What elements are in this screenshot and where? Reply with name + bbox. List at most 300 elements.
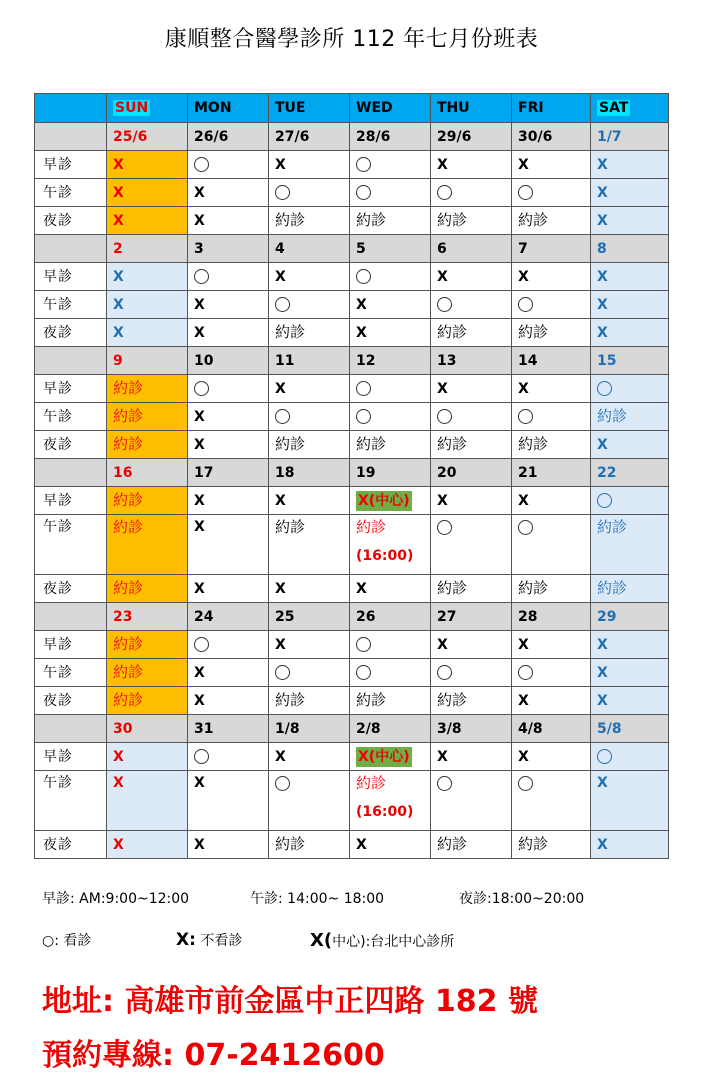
open-circle-icon xyxy=(356,637,371,652)
closed-mark: X xyxy=(194,492,205,509)
schedule-cell xyxy=(591,515,669,575)
schedule-cell xyxy=(591,771,669,831)
appointment-label: 約診 xyxy=(275,323,306,341)
schedule-cell xyxy=(350,659,431,687)
weekday-header xyxy=(431,94,512,123)
appointment-label: 約診 xyxy=(113,491,144,509)
schedule-cell xyxy=(188,291,269,319)
weekday-header xyxy=(591,94,669,123)
date-cell: 27 xyxy=(431,603,512,631)
closed-mark: X xyxy=(518,268,529,285)
date-cell: 2 xyxy=(107,235,188,263)
appointment-label: 約診 xyxy=(275,518,306,536)
date-cell: 13 xyxy=(431,347,512,375)
slot-row xyxy=(35,319,669,347)
schedule-cell xyxy=(107,659,188,687)
slot-row xyxy=(35,487,669,515)
closed-mark: X xyxy=(597,775,608,791)
schedule-cell xyxy=(107,403,188,431)
date-cell: 9 xyxy=(107,347,188,375)
date-cell: 29/6 xyxy=(431,123,512,151)
closed-mark: X xyxy=(194,664,205,681)
schedule-cell xyxy=(188,207,269,235)
appointment-label: 約診 xyxy=(356,691,387,709)
closed-mark: X xyxy=(194,436,205,453)
schedule-cell xyxy=(269,263,350,291)
closed-mark: X xyxy=(113,212,124,229)
appointment-label: 約診 xyxy=(518,579,549,597)
date-row-blank xyxy=(35,715,107,743)
slot-row xyxy=(35,431,669,459)
date-cell: 2/8 xyxy=(350,715,431,743)
schedule-cell xyxy=(107,687,188,715)
appointment-label: 約診 xyxy=(113,579,144,597)
closed-mark: X xyxy=(597,692,608,709)
date-cell: 18 xyxy=(269,459,350,487)
schedule-cell xyxy=(107,263,188,291)
closed-mark: X xyxy=(356,324,367,341)
open-circle-icon xyxy=(437,297,452,312)
schedule-cell xyxy=(269,319,350,347)
schedule-cell xyxy=(269,207,350,235)
date-row xyxy=(35,715,669,743)
schedule-cell xyxy=(350,319,431,347)
closed-mark: X xyxy=(597,212,608,229)
slot-label: 午診 xyxy=(35,291,107,319)
appointment-label: 約診 xyxy=(437,835,468,853)
closed-mark: X xyxy=(113,184,124,201)
appointment-label: 約診 xyxy=(518,435,549,453)
date-cell: 5 xyxy=(350,235,431,263)
closed-mark: X xyxy=(437,156,448,173)
date-row-blank xyxy=(35,459,107,487)
schedule-cell xyxy=(188,771,269,831)
closed-mark: X xyxy=(597,436,608,453)
date-cell: 24 xyxy=(188,603,269,631)
date-cell: 4/8 xyxy=(512,715,591,743)
date-cell: 8 xyxy=(591,235,669,263)
schedule-cell xyxy=(269,687,350,715)
closed-mark: X xyxy=(437,268,448,285)
schedule-cell xyxy=(269,375,350,403)
schedule-cell xyxy=(269,151,350,179)
appointment-label: 約診 xyxy=(356,518,387,536)
slot-label: 早診 xyxy=(35,743,107,771)
schedule-cell xyxy=(431,631,512,659)
schedule-cell xyxy=(188,431,269,459)
closed-mark: X xyxy=(518,692,529,709)
appointment-label: 約診 xyxy=(113,435,144,453)
center-clinic-label: X(中心) xyxy=(358,492,410,509)
schedule-cell xyxy=(107,291,188,319)
closed-mark: X xyxy=(597,636,608,653)
closed-mark: X xyxy=(518,492,529,509)
open-circle-icon xyxy=(437,665,452,680)
legend-x xyxy=(176,930,242,950)
open-circle-icon xyxy=(437,776,452,791)
slot-row xyxy=(35,291,669,319)
schedule-cell xyxy=(188,659,269,687)
appointment-label: 約診 xyxy=(356,435,387,453)
date-cell: 27/6 xyxy=(269,123,350,151)
closed-mark: X xyxy=(597,836,608,853)
slot-label: 午診 xyxy=(35,179,107,207)
morning-hours: 早診: AM:9:00~12:00 xyxy=(42,891,190,907)
weekday-label: MON xyxy=(194,100,232,116)
schedule-cell xyxy=(350,631,431,659)
schedule-cell xyxy=(107,179,188,207)
date-row-blank xyxy=(35,347,107,375)
schedule-cell xyxy=(269,431,350,459)
open-circle-icon xyxy=(275,185,290,200)
schedule-cell xyxy=(188,151,269,179)
date-row xyxy=(35,235,669,263)
slot-label: 夜診 xyxy=(35,431,107,459)
schedule-cell xyxy=(512,575,591,603)
date-cell: 26/6 xyxy=(188,123,269,151)
schedule-cell xyxy=(107,575,188,603)
schedule-cell xyxy=(431,659,512,687)
slot-label: 夜診 xyxy=(35,575,107,603)
schedule-cell xyxy=(107,319,188,347)
schedule-cell xyxy=(188,515,269,575)
schedule-cell xyxy=(512,403,591,431)
appointment-label: 約診 xyxy=(113,663,144,681)
closed-mark: X xyxy=(597,324,608,341)
closed-mark: X xyxy=(275,748,286,765)
date-cell: 14 xyxy=(512,347,591,375)
schedule-cell xyxy=(188,631,269,659)
closed-mark: X xyxy=(597,156,608,173)
schedule-cell xyxy=(512,431,591,459)
closed-mark: X xyxy=(597,664,608,681)
date-cell: 29 xyxy=(591,603,669,631)
appointment-label: 約診 xyxy=(437,579,468,597)
schedule-cell xyxy=(431,771,512,831)
date-cell: 25 xyxy=(269,603,350,631)
closed-mark: X xyxy=(113,324,124,341)
date-cell: 1/8 xyxy=(269,715,350,743)
date-cell: 7 xyxy=(512,235,591,263)
schedule-cell xyxy=(350,207,431,235)
schedule-cell xyxy=(591,831,669,859)
legend-center-text: 中心):台北中心診所 xyxy=(332,934,455,950)
appointment-label: 約診 xyxy=(356,774,387,792)
schedule-cell xyxy=(591,319,669,347)
schedule-cell xyxy=(350,487,431,515)
schedule-cell xyxy=(591,687,669,715)
slot-row xyxy=(35,831,669,859)
schedule-cell xyxy=(512,151,591,179)
schedule-cell xyxy=(591,743,669,771)
slot-label: 午診 xyxy=(35,515,107,575)
schedule-cell xyxy=(107,631,188,659)
date-cell: 26 xyxy=(350,603,431,631)
open-circle-icon xyxy=(356,381,371,396)
weekday-label: SAT xyxy=(599,100,629,116)
closed-mark: X xyxy=(356,836,367,853)
schedule-cell xyxy=(107,151,188,179)
schedule-cell xyxy=(591,403,669,431)
slot-label: 夜診 xyxy=(35,831,107,859)
date-cell: 17 xyxy=(188,459,269,487)
weekday-header xyxy=(269,94,350,123)
appointment-label: 約診 xyxy=(113,518,144,536)
appointment-time: (16:00) xyxy=(356,804,414,820)
appointment-label: 約診 xyxy=(113,379,144,397)
schedule-cell xyxy=(350,575,431,603)
schedule-cell xyxy=(431,403,512,431)
slot-label: 夜診 xyxy=(35,207,107,235)
open-circle-icon xyxy=(518,665,533,680)
date-cell: 5/8 xyxy=(591,715,669,743)
open-circle-icon xyxy=(275,665,290,680)
closed-mark: X xyxy=(275,636,286,653)
date-cell: 19 xyxy=(350,459,431,487)
appointment-label: 約診 xyxy=(275,435,306,453)
slot-label: 夜診 xyxy=(35,319,107,347)
date-cell: 31 xyxy=(188,715,269,743)
closed-mark: X xyxy=(518,156,529,173)
date-cell: 16 xyxy=(107,459,188,487)
open-circle-icon xyxy=(437,409,452,424)
open-circle-icon xyxy=(518,520,533,535)
schedule-cell xyxy=(350,179,431,207)
date-row-blank xyxy=(35,123,107,151)
closed-mark: X xyxy=(194,296,205,313)
appointment-label: 約診 xyxy=(275,835,306,853)
date-row-blank xyxy=(35,235,107,263)
schedule-cell xyxy=(431,515,512,575)
slot-row xyxy=(35,743,669,771)
slot-row xyxy=(35,375,669,403)
schedule-cell xyxy=(188,263,269,291)
open-circle-icon xyxy=(275,297,290,312)
date-cell: 10 xyxy=(188,347,269,375)
schedule-cell xyxy=(512,207,591,235)
open-circle-icon xyxy=(275,409,290,424)
schedule-cell xyxy=(431,207,512,235)
closed-mark: X xyxy=(113,268,124,285)
schedule-cell xyxy=(591,291,669,319)
date-cell: 4 xyxy=(269,235,350,263)
slot-label: 早診 xyxy=(35,631,107,659)
closed-mark: X xyxy=(194,519,205,535)
open-circle-icon xyxy=(597,381,612,396)
schedule-cell xyxy=(350,771,431,831)
closed-mark: X xyxy=(194,692,205,709)
schedule-cell xyxy=(350,831,431,859)
schedule-cell xyxy=(431,291,512,319)
open-circle-icon xyxy=(597,493,612,508)
schedule-cell xyxy=(188,179,269,207)
date-cell: 23 xyxy=(107,603,188,631)
slot-row xyxy=(35,403,669,431)
weekday-header xyxy=(350,94,431,123)
schedule-cell xyxy=(107,431,188,459)
appointment-label: 約診 xyxy=(518,323,549,341)
open-circle-icon xyxy=(518,297,533,312)
weekday-header xyxy=(107,94,188,123)
schedule-cell xyxy=(591,375,669,403)
weekday-label: FRI xyxy=(518,100,544,116)
schedule-cell xyxy=(269,631,350,659)
schedule-cell xyxy=(269,515,350,575)
open-circle-icon xyxy=(356,665,371,680)
slot-label: 午診 xyxy=(35,659,107,687)
legend-center-symbol: X( xyxy=(310,930,333,951)
schedule-cell xyxy=(512,291,591,319)
appointment-label: 約診 xyxy=(113,691,144,709)
open-circle-icon xyxy=(518,409,533,424)
slot-label: 午診 xyxy=(35,403,107,431)
schedule-cell xyxy=(591,487,669,515)
closed-mark: X xyxy=(113,836,124,853)
appointment-time: (16:00) xyxy=(356,548,414,564)
date-cell: 6 xyxy=(431,235,512,263)
schedule-cell xyxy=(431,743,512,771)
appointment-label: 約診 xyxy=(597,407,628,425)
closed-mark: X xyxy=(275,492,286,509)
closed-mark: X xyxy=(597,268,608,285)
address: 地址: 高雄市前金區中正四路 182 號 xyxy=(42,984,538,1019)
slot-label: 夜診 xyxy=(35,687,107,715)
appointment-label: 約診 xyxy=(275,691,306,709)
closed-mark: X xyxy=(113,156,124,173)
schedule-cell xyxy=(350,291,431,319)
schedule-cell xyxy=(188,687,269,715)
closed-mark: X xyxy=(356,296,367,313)
night-hours: 夜診:18:00~20:00 xyxy=(459,891,585,907)
weekday-header xyxy=(188,94,269,123)
schedule-cell xyxy=(431,687,512,715)
appointment-label: 約診 xyxy=(597,579,628,597)
open-circle-icon xyxy=(275,776,290,791)
closed-mark: X xyxy=(437,636,448,653)
date-row-blank xyxy=(35,603,107,631)
open-circle-icon xyxy=(194,157,209,172)
schedule-cell xyxy=(591,575,669,603)
schedule-cell xyxy=(431,575,512,603)
schedule-cell xyxy=(512,375,591,403)
schedule-cell xyxy=(107,207,188,235)
schedule-cell xyxy=(188,575,269,603)
open-circle-icon xyxy=(356,269,371,284)
schedule-table xyxy=(34,93,669,859)
date-cell: 12 xyxy=(350,347,431,375)
schedule-cell xyxy=(591,659,669,687)
slot-row xyxy=(35,179,669,207)
schedule-cell xyxy=(269,771,350,831)
closed-mark: X xyxy=(194,775,205,791)
slot-row xyxy=(35,515,669,575)
schedule-cell xyxy=(591,431,669,459)
closed-mark: X xyxy=(275,156,286,173)
open-circle-icon xyxy=(518,185,533,200)
afternoon-hours: 午診: 14:00~ 18:00 xyxy=(250,891,385,907)
date-cell: 1/7 xyxy=(591,123,669,151)
schedule-cell xyxy=(512,831,591,859)
schedule-cell xyxy=(107,771,188,831)
closed-mark: X xyxy=(194,212,205,229)
date-cell: 3 xyxy=(188,235,269,263)
date-cell: 3/8 xyxy=(431,715,512,743)
schedule-cell xyxy=(269,743,350,771)
schedule-cell xyxy=(269,487,350,515)
closed-mark: X xyxy=(113,775,124,791)
schedule-cell xyxy=(107,515,188,575)
schedule-cell xyxy=(107,487,188,515)
slot-row xyxy=(35,687,669,715)
appointment-label: 約診 xyxy=(275,211,306,229)
slot-row xyxy=(35,771,669,831)
slot-row xyxy=(35,575,669,603)
closed-mark: X xyxy=(518,380,529,397)
open-circle-icon xyxy=(518,776,533,791)
schedule-cell xyxy=(512,263,591,291)
slot-label: 早診 xyxy=(35,263,107,291)
open-circle-icon xyxy=(437,185,452,200)
schedule-cell xyxy=(512,319,591,347)
open-circle-icon xyxy=(194,637,209,652)
open-circle-icon xyxy=(194,381,209,396)
schedule-cell xyxy=(350,431,431,459)
schedule-cell xyxy=(269,403,350,431)
schedule-cell xyxy=(188,743,269,771)
schedule-cell xyxy=(512,487,591,515)
schedule-cell xyxy=(188,375,269,403)
date-cell: 30/6 xyxy=(512,123,591,151)
schedule-cell xyxy=(107,743,188,771)
closed-mark: X xyxy=(356,580,367,597)
open-circle-icon xyxy=(356,409,371,424)
schedule-cell xyxy=(350,687,431,715)
schedule-cell xyxy=(350,515,431,575)
closed-mark: X xyxy=(437,748,448,765)
appointment-label: 約診 xyxy=(356,211,387,229)
schedule-cell xyxy=(431,179,512,207)
appointment-label: 約診 xyxy=(437,323,468,341)
slot-row xyxy=(35,151,669,179)
closed-mark: X xyxy=(194,184,205,201)
schedule-cell xyxy=(431,831,512,859)
date-row xyxy=(35,459,669,487)
appointment-label: 約診 xyxy=(437,691,468,709)
schedule-cell xyxy=(431,375,512,403)
closed-mark: X xyxy=(194,836,205,853)
open-circle-icon xyxy=(194,749,209,764)
schedule-cell xyxy=(350,375,431,403)
date-row xyxy=(35,347,669,375)
date-cell: 21 xyxy=(512,459,591,487)
schedule-cell xyxy=(591,263,669,291)
schedule-cell xyxy=(431,431,512,459)
schedule-cell xyxy=(269,831,350,859)
schedule-cell xyxy=(350,403,431,431)
legend-circle: ○: 看診 xyxy=(42,933,92,949)
closed-mark: X xyxy=(194,580,205,597)
schedule-cell xyxy=(431,263,512,291)
appointment-label: 約診 xyxy=(518,211,549,229)
closed-mark: X xyxy=(437,492,448,509)
date-cell: 15 xyxy=(591,347,669,375)
slot-label: 早診 xyxy=(35,151,107,179)
schedule-cell xyxy=(269,179,350,207)
closed-mark: X xyxy=(275,268,286,285)
schedule-cell xyxy=(512,743,591,771)
date-cell: 30 xyxy=(107,715,188,743)
schedule-cell xyxy=(591,179,669,207)
